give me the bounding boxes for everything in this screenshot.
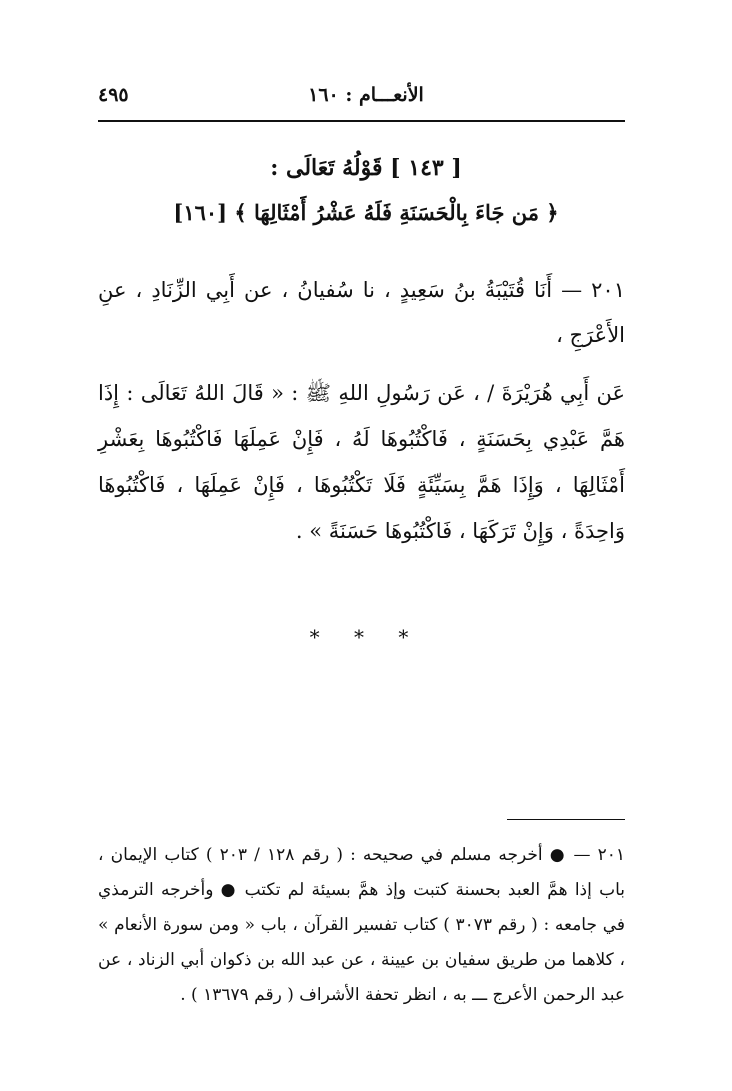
footnote-rule — [507, 819, 625, 820]
hadith-isnad: ٢٠١ — أَنَا قُتَيْبَةُ بنُ سَعِيدٍ ، نا سُفيانُ ، عن أَبِي الزِّنَادِ ، عنِ الأَعْرَجِ ، — [98, 278, 625, 347]
section-separator: * * * — [309, 625, 423, 649]
running-title: الأنعـــام : ١٦٠ — [308, 84, 424, 106]
section-heading: [ ١٤٣ ] قَوْلُهُ تَعَالَى : — [270, 155, 462, 181]
page-number: ٤٩٥ — [98, 84, 129, 106]
hadith-matn: عَن أَبِي هُرَيْرَةَ / ، عَن رَسُولِ اللهِ ﷺ : « قَالَ اللهُ تَعَالَى : إِذَا هَمَّ عَبْدِي بِحَسَنَةٍ ، فَاكْتُبُوهَا لَهُ ، فَإِنْ عَمِلَهَا فَاكْتُبُوهَا بِعَشْرِ أَمْثَالِهَا ، وَإِذَا هَمَّ بِسَيِّئَةٍ فَلَا تَكْتُبُوهَا ، فَإِنْ عَمِلَهَا ، فَاكْتُبُوهَا وَاحِدَةً ، وَإِنْ تَرَكَهَا ، فَاكْتُبُوهَا حَسَنَةً » . — [98, 381, 625, 543]
quran-verse: ﴿ مَن جَاءَ بِالْحَسَنَةِ فَلَهُ عَشْرُ أَمْثَالِهَا ﴾ [١٦٠] — [173, 200, 559, 225]
header-rule — [98, 120, 625, 122]
footnote: ٢٠١ — ● أخرجه مسلم في صحيحه : ( رقم ١٢٨ / ٢٠٣ ) كتاب الإيمان ، باب إذا همَّ العبد بحسنة كتبت وإذ همَّ بسيئة لم تكتب ● وأخرجه الترمذي في جامعه : ( رقم ٣٠٧٣ ) كتاب تفسير القرآن ، باب « ومن سورة الأنعام » ، كلاهما من طريق سفيان بن عيينة ، عن عبد الله بن ذكوان أبي الزناد ، عن عبد الرحمن الأعرج ـــ به ، انظر تحفة الأشراف ( رقم ١٣٦٧٩ ) . — [98, 845, 625, 1005]
